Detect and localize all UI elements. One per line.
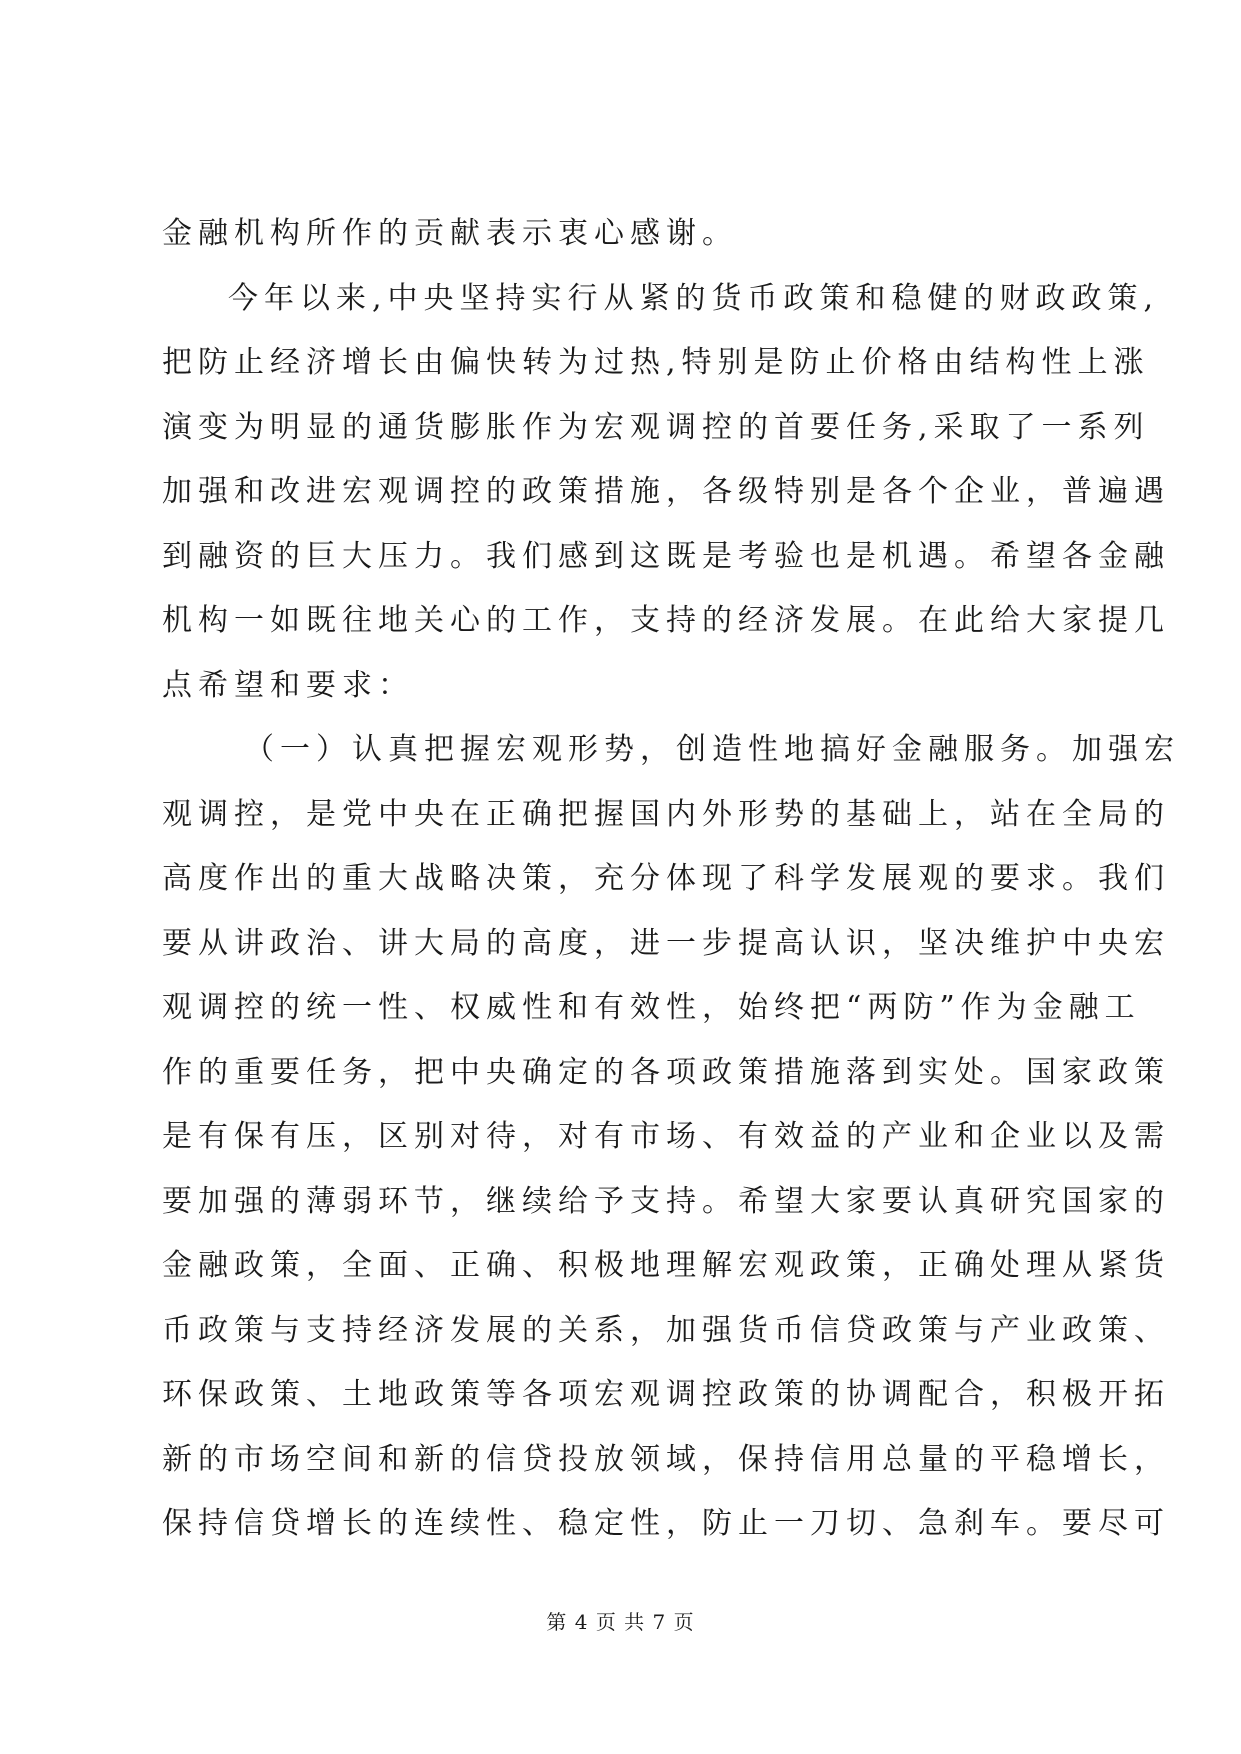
text-line: 要加强的薄弱环节，继续给予支持。希望大家要认真研究国家的: [162, 1183, 1170, 1219]
text-line: 点希望和要求：: [162, 667, 414, 703]
text-line: 新的市场空间和新的信贷投放领域，保持信用总量的平稳增长，: [162, 1441, 1170, 1477]
text-line: 环保政策、土地政策等各项宏观调控政策的协调配合，积极开拓: [162, 1377, 1170, 1412]
section-heading-line: （一）认真把握宏观形势，创造性地搞好金融服务。加强宏: [244, 732, 1180, 767]
text-line: 保持信贷增长的连续性、稳定性，防止一刀切、急刹车。要尽可: [162, 1506, 1170, 1541]
text-line: 观调控的统一性、权威性和有效性，始终把“两防”作为金融工: [162, 990, 1141, 1025]
page-number-footer: 第 4 页 共 7 页: [546, 1610, 695, 1634]
text-line: 机构一如既往地关心的工作，支持的经济发展。在此给大家提几: [162, 603, 1170, 638]
paragraph-start-line: 今年以来,中央坚持实行从紧的货币政策和稳健的财政政策,: [228, 280, 1160, 316]
body-text: [162, 202, 1180, 1557]
text-line: 作的重要任务，把中央确定的各项政策措施落到实处。国家政策: [162, 1054, 1170, 1090]
text-line: 演变为明显的通货膨胀作为宏观调控的首要任务,采取了一系列: [162, 409, 1150, 445]
text-line: 币政策与支持经济发展的关系，加强货币信贷政策与产业政策、: [162, 1312, 1170, 1348]
text-line: 高度作出的重大战略决策，充分体现了科学发展观的要求。我们: [162, 861, 1170, 896]
text-line: 把防止经济增长由偏快转为过热,特别是防止价格由结构性上涨: [162, 345, 1150, 380]
text-line: 加强和改进宏观调控的政策措施，各级特别是各个企业，普遍遇: [162, 474, 1170, 509]
text-line: 观调控，是党中央在正确把握国内外形势的基础上，站在全局的: [162, 796, 1170, 832]
text-line: 要从讲政治、讲大局的高度，进一步提高认识，坚决维护中央宏: [162, 925, 1170, 961]
text-line: 金融机构所作的贡献表示衷心感谢。: [162, 216, 738, 251]
text-line: 到融资的巨大压力。我们感到这既是考验也是机遇。希望各金融: [162, 538, 1170, 574]
text-line: 金融政策，全面、正确、积极地理解宏观政策，正确处理从紧货: [162, 1248, 1170, 1283]
text-line: 是有保有压，区别对待，对有市场、有效益的产业和企业以及需: [162, 1119, 1170, 1154]
